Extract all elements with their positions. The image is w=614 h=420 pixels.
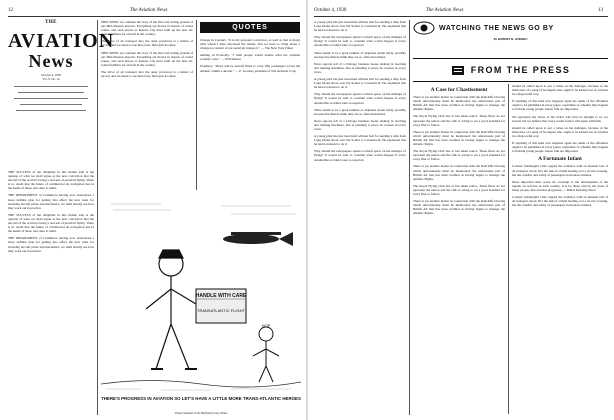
masthead [8,20,115,116]
right-folio-title: The Aviation News [426,8,464,13]
fortunate-heading: A Fortunate Infant [538,156,582,163]
news-paragraph: should be called upon to put a value on the damages, because of the behaviour of a gang of hooligans who ought to be kicked out of aviation in a disgraceful way. [512,125,608,138]
column-header [413,20,608,42]
editorial-paragraph: THIS WEEK we continue the story of the first real testing ground of our Mid-Western airports. Everything yet moves in dozens of varied routes, and such places as Kansas City have built up the best all-round facilities for aircraft in the country. [101,50,193,67]
quote-paragraph: Prophecy. "There will be aircraft fitted to carry fifty passengers across the Atlantic within a decade." — E. Gordon, president of The Aviation Corp. [200,64,300,73]
right-column-2 [413,84,505,414]
cartoon-hop-label: HOP [261,323,271,328]
news-paragraph: If anything of this kind ever happens again the name of the offenders ought to be published in every paper, regardless of whether they happen to include young people whose folk are important. [512,99,608,112]
news-paragraph: If anything of this kind ever happens again the name of the offenders ought to be published in every paper, regardless of whether they happen to include young people whose folk are important. [512,141,608,154]
news-paragraph: A young pilot has just been held without bail for sending a ship from Long Island shore over the Sound to Connecticut. He explained that he had not meant to do it. [314,20,406,33]
news-paragraph: Colonel Lindbergh's table topped the evidence with an unusual tale of air transport travel. Not the risk of a blind landing, not a record crossing, but the comfort and safety of passengers in modern airliners. [512,194,608,208]
news-paragraph: The Royal Flying Club has at last taken notice. These fliers do not represent the nation and the club is acting to set a good standard for every flier to follow. [413,114,505,127]
press-heading: FROM THE PRESS [470,65,571,75]
right-page [308,0,614,420]
news-paragraph: The Royal Flying Club has at last taken notice. These fliers do not represent the nation and the club is acting to set a good standard for every flier to follow. [413,183,505,196]
news-paragraph: There is yet another matter in connection with the Radcliffe blowing which unfortunately must be mentioned: the unfortunate part of British Air that has been credited as having begun to manage the Atlantic flights. [413,164,505,181]
editorial-column-2 [101,20,193,190]
news-paragraph: There is yet another matter in connection with the Radcliffe blowing which unfortunately must be mentioned: the unfortunate part of British Air that has been credited as having begun to manage the Atlantic flights. [413,95,505,112]
press-icon [451,64,465,76]
editorial-column-1 [8,170,94,415]
column-byline: By ROBERT R. OSBORN [493,37,528,41]
cartoon-box-label-2: TRANSATLANTIC FLIGHT [197,308,245,313]
quote-paragraph: Aiming in Economy. "I wish people would realize what the airplane actually costs." — Will Durant [200,53,300,62]
masthead-news: News [28,51,74,71]
news-paragraph: There is yet another matter in connection with the Radcliffe blowing which unfortunately must be mentioned: the unfortunate part of British Air that has been credited as having begun to manage the Atlantic flights. [413,129,505,147]
right-column-1 [314,20,406,415]
left-folio-number: 12 [8,8,13,13]
quotes-section [200,22,300,33]
right-folio-date: October 4, 1930 [314,8,347,13]
news-paragraph: A young pilot has just been held without bail for sending a ship from Long Island shore over the Sound to Connecticut. He explained that he had not meant to do it. [314,77,406,90]
news-paragraph: News reports tell of a Chicago business house dealing in teaching and training machines, that is planning to place its courses in every town. [314,61,406,74]
news-paragraph: Why should the newspapers spend so much space on the mishaps of flying? It would be well to consider what would happen if every automobile accident were so reported. [314,35,406,48]
left-folio-title: The Aviation News [130,8,168,13]
column-heading: WATCHING THE NEWS GO BY [439,24,554,32]
editorial-cartoon [101,194,301,394]
cartoon-caption: THERE'S PROGRESS IN AVIATION SO LET'S HAVE A LITTLE MORE TRANS-ATLANTIC HEROES [101,396,301,401]
news-paragraph: News reports tell of a Chicago business house dealing in teaching and training machines, that is planning to place its courses in every town. [314,118,406,131]
news-paragraph: Colonel Lindbergh's table topped the evidence with an unusual tale of air transport travel. Not the risk of a blind landing, not a record crossing, but the comfort and safety of passengers in modern airliners. [512,164,608,177]
editorial-paragraph: THE SUCCESS of the dirigibles in this Indian trial is the opinion of what we shall argue as the new conviction that the aircraft of the world is facing a real test of practical flying. There is no doubt that the future of commercial air navigation lies in the hands of those who dare to build. [8,212,94,234]
editorial-paragraph: THIS WEEK we continue the story of the first real testing ground of our Mid-Western airports. Everything yet moves in dozens of varied routes, and such places as Kansas City have built up the best all-round facilities for aircraft in the country. [101,20,193,37]
news-paragraph: There seems to be a great number of airplanes stolen lately, possibly because the thieves think they are so often unwatched. [314,50,406,59]
left-page [0,0,306,420]
right-folio-number: 13 [598,8,603,13]
case-heading: A Case for Chastisement [430,87,488,93]
press-banner [413,58,608,82]
quotes-heading: QUOTES [200,22,300,33]
news-paragraph: More important than ocean air crossings is the development of the regular air services in each country. It is by these, and by the work of many people, that aviation progresses — Dallas Morning News [512,179,608,192]
cartoon-box-label: HANDLE WITH CARE [195,293,247,299]
news-paragraph: Why should the newspapers spend so much space on the mishaps of flying? It would be well to consider what would happen if every automobile accident were so reported. [314,149,406,162]
masthead-aviation: AVIATION [8,30,115,52]
masthead-date: October 4, 1930 [41,73,61,77]
news-paragraph: There is yet another matter in connection with the Radcliffe blowing which unfortunately must be mentioned: the unfortunate part of British Air that has been credited as having begun to manage the Atlantic flights. [413,199,505,216]
quotes-text [200,38,300,188]
editorial-paragraph: The drive of air transport into the outer provinces is a matter of record, and we mean to see that every field gets its share. [101,39,193,48]
editorial-paragraph: The drive of air transport into the outer provinces is a matter of record, and we mean to see that every field gets its share. [101,69,193,79]
editorial-paragraph: THE SUCCESS of the dirigibles in this Indian trial is the opinion of what we shall argue as the new conviction that the aircraft of the world is facing a real test of practical flying. There is no doubt that the future of commercial air navigation lies in the hands of those who dare to build. [8,170,94,191]
watching-eye-icon [413,20,435,36]
news-paragraph: We reproduce the views of the writer who may be thought to be too severe; but we believe that every sound aviator will agree with him. [512,114,608,123]
cartoon-drawing [101,194,301,394]
news-paragraph: The Royal Flying Club has at last taken notice. These fliers do not represent the nation and the club is acting to set a good standard for every flier to follow. [413,149,505,162]
news-paragraph: A young pilot has just been held without bail for sending a ship from Long Island shore over the Sound to Connecticut. He explained that he had not meant to do it. [314,134,406,147]
masthead-the: THE [45,20,57,25]
right-column-3 [512,84,608,414]
cartoon-credit: Johnny Vandross in the Hartford (Conn.) Times [174,412,228,415]
editorial-paragraph: THE DEPARTMENT of Commerce having now announced a more definite plan for getting into effect the new rules for licensing aircraft pilots and mechanics, we shall shortly see how they work out in practice. [8,193,94,210]
editorial-paragraph: THE DEPARTMENT of Commerce having now announced a more definite plan for getting into effect the new rules for licensing aircraft pilots and mechanics, we shall shortly see how they work out in practice. [8,236,94,253]
news-paragraph: Why should the newspapers spend so much space on the mishaps of flying? It would be well to consider what would happen if every automobile accident were so reported. [314,92,406,105]
news-paragraph: There seems to be a great number of airplanes stolen lately, possibly because the thieves think they are so often unwatched. [314,107,406,116]
news-paragraph: should be called upon to put a value on the damages, because of the behaviour of a gang of hooligans who ought to be kicked out of aviation in a disgraceful way. [512,84,608,97]
masthead-volume: Vol. V, No. 14 [42,76,60,81]
quote-paragraph: Change in Conduct. "It is my personal conviction, as well as that of many with whom I have discussed the matter, that we have to bring about a change in conduct of our aerial air transport." — The New York Times [200,38,300,51]
